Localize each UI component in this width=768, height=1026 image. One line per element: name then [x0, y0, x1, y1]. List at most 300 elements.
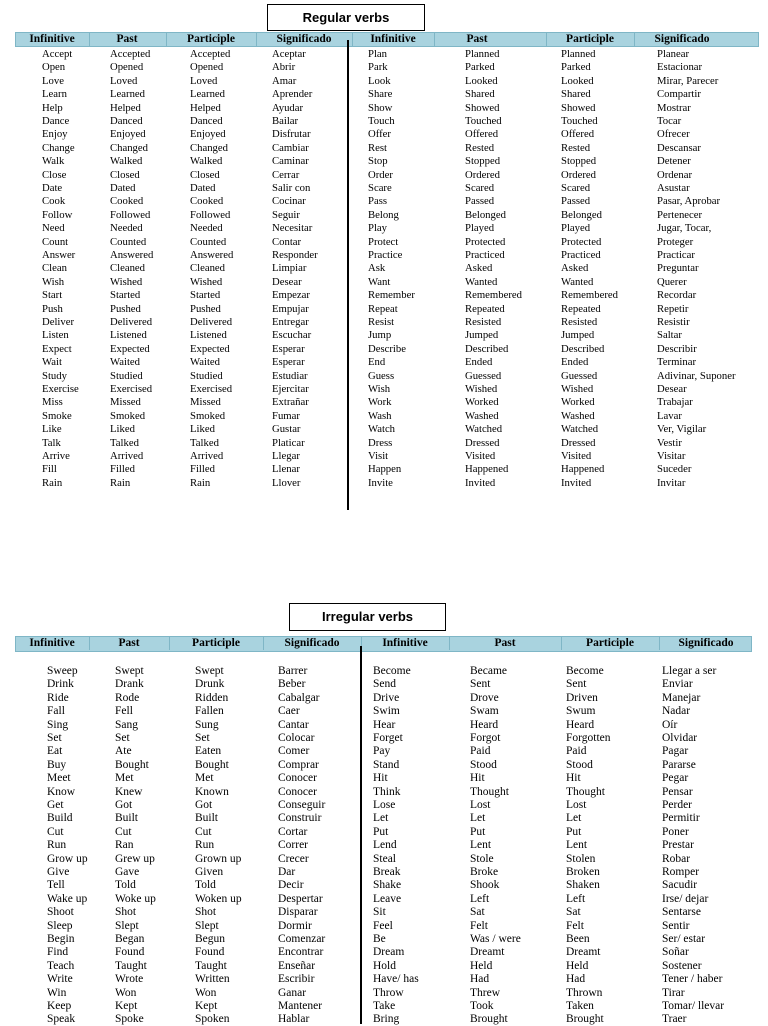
- right-participle-cell: Parked: [561, 61, 591, 74]
- left-past-cell: Began: [115, 933, 145, 945]
- right-significado-cell: Oír: [662, 718, 678, 731]
- left-participle-cell: Started: [190, 289, 221, 302]
- table-row: [0, 933, 768, 946]
- table-row: [0, 665, 768, 678]
- right-participle-cell: Planned: [561, 48, 596, 60]
- left-participle-cell: Expected: [190, 342, 230, 355]
- regular-header-participle-right: Participle: [566, 33, 614, 45]
- right-significado-cell: Recordar: [657, 289, 697, 302]
- right-significado-cell: Soñar: [662, 946, 689, 959]
- left-significado-cell: Platicar: [272, 436, 305, 449]
- left-past-cell: Taught: [115, 959, 147, 972]
- table-row: [0, 1013, 768, 1026]
- left-past-cell: Pushed: [110, 302, 141, 315]
- right-infinitive-cell: Guess: [368, 369, 395, 382]
- regular-header-participle-left: Participle: [187, 33, 235, 45]
- right-infinitive-cell: Play: [368, 222, 388, 235]
- left-significado-cell: Cantar: [278, 718, 309, 731]
- left-significado-cell: Amar: [272, 74, 297, 87]
- left-infinitive-cell: Listen: [42, 329, 69, 342]
- left-participle-cell: Walked: [190, 155, 223, 168]
- left-past-cell: Met: [115, 772, 134, 785]
- left-participle-cell: Grown up: [195, 852, 242, 865]
- left-infinitive-cell: Fall: [47, 705, 65, 718]
- left-past-cell: Cooked: [110, 195, 144, 208]
- right-significado-cell: Lavar: [657, 409, 682, 422]
- right-participle-cell: Paid: [566, 745, 587, 758]
- right-infinitive-cell: Share: [368, 88, 393, 101]
- right-participle-cell: Stolen: [566, 852, 596, 865]
- right-infinitive-cell: Hit: [373, 772, 388, 785]
- left-participle-cell: Fallen: [195, 705, 224, 718]
- left-infinitive-cell: Enjoy: [42, 128, 68, 141]
- left-significado-cell: Escuchar: [272, 329, 312, 342]
- left-significado-cell: Abrir: [272, 61, 296, 74]
- left-past-cell: Accepted: [110, 48, 151, 60]
- right-past-cell: Asked: [465, 262, 493, 275]
- left-significado-cell: Caer: [278, 705, 300, 718]
- table-row: [0, 799, 768, 812]
- right-infinitive-cell: Shake: [373, 879, 402, 892]
- left-significado-cell: Extrañar: [272, 396, 309, 409]
- table-row: [0, 893, 768, 906]
- left-infinitive-cell: Count: [42, 235, 69, 248]
- right-participle-cell: Wanted: [561, 275, 594, 288]
- left-infinitive-cell: Fill: [42, 463, 57, 476]
- right-past-cell: Sat: [470, 906, 485, 919]
- right-participle-cell: Become: [566, 665, 604, 677]
- left-past-cell: Studied: [110, 369, 143, 382]
- left-participle-cell: Changed: [190, 141, 228, 154]
- left-past-cell: Missed: [110, 396, 141, 409]
- left-significado-cell: Correr: [278, 839, 309, 852]
- left-participle-cell: Waited: [190, 356, 221, 369]
- right-participle-cell: Stopped: [561, 155, 597, 168]
- left-significado-cell: Conocer: [278, 772, 317, 785]
- left-infinitive-cell: Eat: [47, 745, 63, 758]
- left-past-cell: Listened: [110, 329, 147, 342]
- right-past-cell: Left: [470, 892, 490, 905]
- right-significado-cell: Mostrar: [657, 101, 691, 114]
- left-past-cell: Loved: [110, 74, 138, 87]
- right-past-cell: Heard: [470, 718, 499, 731]
- right-past-cell: Was / were: [470, 933, 521, 945]
- left-infinitive-cell: Push: [42, 302, 63, 315]
- left-significado-cell: Fumar: [272, 409, 300, 422]
- right-participle-cell: Thought: [566, 785, 605, 798]
- left-infinitive-cell: Run: [47, 839, 67, 852]
- right-infinitive-cell: Park: [368, 61, 388, 74]
- left-significado-cell: Hablar: [278, 1013, 310, 1026]
- regular-header-infinitive-right: Infinitive: [370, 33, 416, 45]
- right-significado-cell: Robar: [662, 852, 691, 865]
- right-past-cell: Showed: [465, 101, 500, 114]
- right-significado-cell: Poner: [662, 825, 689, 838]
- left-participle-cell: Filled: [190, 463, 215, 476]
- right-past-cell: Rested: [465, 141, 495, 154]
- table-row: [0, 732, 768, 745]
- right-infinitive-cell: Be: [373, 933, 386, 945]
- left-infinitive-cell: Cook: [42, 195, 66, 208]
- left-participle-cell: Ridden: [195, 691, 229, 704]
- left-significado-cell: Comprar: [278, 758, 319, 771]
- right-participle-cell: Belonged: [561, 208, 602, 221]
- right-infinitive-cell: Steal: [373, 852, 396, 865]
- left-infinitive-cell: Follow: [42, 208, 73, 221]
- left-past-cell: Fell: [115, 705, 133, 718]
- left-infinitive-cell: Tell: [47, 879, 65, 892]
- right-participle-cell: Brought: [566, 1013, 604, 1026]
- right-past-cell: Paid: [470, 745, 491, 758]
- right-participle-cell: Ended: [561, 356, 589, 369]
- left-infinitive-cell: Build: [47, 812, 73, 825]
- right-significado-cell: Describir: [657, 342, 697, 355]
- left-participle-cell: Smoked: [190, 409, 226, 422]
- right-infinitive-cell: Visit: [368, 450, 389, 462]
- left-significado-cell: Dar: [278, 866, 296, 878]
- left-past-cell: Woke up: [115, 892, 156, 905]
- left-infinitive-cell: Sing: [47, 718, 69, 731]
- right-participle-cell: Shared: [561, 88, 591, 101]
- left-participle-cell: Studied: [190, 369, 223, 382]
- regular-header-significado-right: Significado: [654, 33, 710, 45]
- right-significado-cell: Olvidar: [662, 732, 698, 744]
- right-participle-cell: Left: [566, 892, 586, 905]
- right-significado-cell: Suceder: [657, 463, 692, 476]
- right-infinitive-cell: Take: [373, 1000, 396, 1012]
- right-past-cell: Dressed: [465, 436, 500, 449]
- irregular-header-participle-right: Participle: [586, 637, 634, 649]
- right-infinitive-cell: Bring: [373, 1013, 400, 1026]
- right-participle-cell: Washed: [561, 409, 595, 422]
- right-participle-cell: Offered: [561, 128, 595, 141]
- left-significado-cell: Llover: [272, 476, 301, 489]
- regular-header-past-left: Past: [116, 33, 138, 45]
- right-past-cell: Became: [470, 665, 508, 677]
- right-participle-cell: Taken: [566, 1000, 594, 1012]
- table-row: [0, 853, 768, 866]
- left-significado-cell: Cabalgar: [278, 691, 320, 704]
- right-significado-cell: Jugar, Tocar,: [657, 222, 712, 235]
- right-infinitive-cell: Hear: [373, 718, 396, 731]
- right-infinitive-cell: Lend: [373, 839, 397, 852]
- irregular-header-significado-right: Significado: [678, 637, 734, 649]
- left-significado-cell: Beber: [278, 678, 306, 691]
- left-infinitive-cell: Clean: [42, 262, 67, 275]
- left-infinitive-cell: Smoke: [42, 409, 72, 422]
- left-participle-cell: Answered: [190, 249, 234, 261]
- left-past-cell: Grew up: [115, 852, 155, 865]
- left-past-cell: Closed: [110, 168, 140, 181]
- right-infinitive-cell: Resist: [368, 316, 395, 328]
- left-infinitive-cell: Change: [42, 141, 75, 154]
- left-participle-cell: Closed: [190, 168, 220, 181]
- right-past-cell: Ordered: [465, 168, 501, 181]
- right-infinitive-cell: Invite: [368, 476, 393, 489]
- left-infinitive-cell: Find: [47, 946, 69, 959]
- right-past-cell: Shook: [470, 879, 500, 892]
- right-infinitive-cell: Let: [373, 812, 389, 825]
- left-infinitive-cell: Like: [42, 423, 62, 436]
- left-infinitive-cell: Set: [47, 732, 62, 744]
- left-significado-cell: Comer: [278, 745, 310, 758]
- table-row: [0, 973, 768, 986]
- left-significado-cell: Construir: [278, 812, 322, 825]
- right-infinitive-cell: Order: [368, 168, 393, 181]
- right-participle-cell: Guessed: [561, 369, 598, 382]
- left-participle-cell: Got: [195, 799, 213, 811]
- right-infinitive-cell: Ask: [368, 262, 386, 275]
- left-past-cell: Opened: [110, 61, 144, 74]
- irregular-header-significado-left: Significado: [284, 637, 340, 649]
- right-past-cell: Had: [470, 973, 490, 986]
- left-significado-cell: Cortar: [278, 825, 308, 838]
- left-significado-cell: Llegar: [272, 450, 300, 462]
- right-significado-cell: Permitir: [662, 812, 700, 825]
- right-past-cell: Looked: [465, 74, 498, 87]
- irregular-header-infinitive-right: Infinitive: [382, 637, 428, 649]
- right-past-cell: Invited: [465, 476, 496, 489]
- right-infinitive-cell: Drive: [373, 691, 400, 704]
- left-past-cell: Learned: [110, 88, 146, 101]
- left-infinitive-cell: Arrive: [42, 450, 70, 462]
- right-infinitive-cell: Watch: [368, 423, 396, 436]
- right-significado-cell: Querer: [657, 275, 687, 288]
- left-participle-cell: Delivered: [190, 316, 233, 328]
- right-significado-cell: Tener / haber: [662, 973, 723, 986]
- right-past-cell: Put: [470, 825, 486, 838]
- right-past-cell: Let: [470, 812, 486, 825]
- right-participle-cell: Thrown: [566, 986, 603, 999]
- left-significado-cell: Decir: [278, 879, 304, 892]
- right-infinitive-cell: Dream: [373, 946, 405, 959]
- right-participle-cell: Passed: [561, 195, 591, 208]
- right-infinitive-cell: Rest: [368, 141, 388, 154]
- right-participle-cell: Heard: [566, 718, 595, 731]
- left-infinitive-cell: Sweep: [47, 665, 78, 677]
- right-past-cell: Repeated: [465, 302, 505, 315]
- right-past-cell: Felt: [470, 919, 488, 932]
- right-significado-cell: Traer: [662, 1013, 687, 1026]
- left-past-cell: Expected: [110, 342, 150, 355]
- right-infinitive-cell: Show: [368, 101, 393, 114]
- left-past-cell: Changed: [110, 141, 148, 154]
- right-past-cell: Practiced: [465, 249, 505, 261]
- right-participle-cell: Rested: [561, 141, 591, 154]
- left-significado-cell: Necesitar: [272, 222, 313, 235]
- right-significado-cell: Pertenecer: [657, 208, 703, 221]
- right-significado-cell: Romper: [662, 866, 700, 878]
- right-infinitive-cell: Think: [373, 785, 401, 798]
- right-infinitive-cell: Happen: [368, 463, 402, 476]
- left-past-cell: Swept: [115, 665, 144, 677]
- right-past-cell: Swam: [470, 705, 499, 718]
- left-past-cell: Delivered: [110, 316, 153, 328]
- right-infinitive-cell: Stop: [368, 155, 388, 168]
- left-past-cell: Spoke: [115, 1013, 144, 1026]
- left-significado-cell: Contar: [272, 235, 302, 248]
- right-past-cell: Wanted: [465, 275, 498, 288]
- left-significado-cell: Ganar: [278, 986, 307, 999]
- left-infinitive-cell: Give: [47, 866, 70, 878]
- left-infinitive-cell: Start: [42, 289, 63, 302]
- left-participle-cell: Told: [195, 879, 216, 892]
- right-significado-cell: Preguntar: [657, 262, 699, 275]
- left-participle-cell: Helped: [190, 101, 221, 114]
- left-participle-cell: Slept: [195, 919, 219, 932]
- right-participle-cell: Had: [566, 973, 586, 986]
- left-significado-cell: Bailar: [272, 115, 299, 127]
- left-past-cell: Got: [115, 799, 133, 811]
- right-significado-cell: Tocar: [657, 115, 682, 127]
- right-past-cell: Stole: [470, 852, 494, 865]
- left-participle-cell: Cooked: [190, 195, 224, 208]
- left-past-cell: Arrived: [110, 450, 144, 462]
- left-past-cell: Gave: [115, 866, 140, 878]
- right-participle-cell: Let: [566, 812, 582, 825]
- right-participle-cell: Happened: [561, 463, 605, 476]
- left-past-cell: Waited: [110, 356, 141, 369]
- right-past-cell: Offered: [465, 128, 499, 141]
- table-row: [0, 719, 768, 732]
- left-participle-cell: Won: [195, 986, 217, 999]
- left-significado-cell: Disfrutar: [272, 128, 311, 141]
- right-participle-cell: Protected: [561, 235, 602, 248]
- left-infinitive-cell: Win: [47, 986, 67, 999]
- left-infinitive-cell: Shoot: [47, 906, 74, 919]
- right-past-cell: Parked: [465, 61, 495, 74]
- left-past-cell: Ran: [115, 839, 134, 852]
- left-significado-cell: Escribir: [278, 973, 315, 986]
- right-past-cell: Thought: [470, 785, 509, 798]
- left-participle-cell: Eaten: [195, 745, 222, 758]
- left-participle-cell: Learned: [190, 88, 226, 101]
- right-past-cell: Touched: [465, 115, 502, 127]
- right-past-cell: Dreamt: [470, 946, 505, 959]
- left-significado-cell: Responder: [272, 249, 318, 261]
- left-infinitive-cell: Miss: [42, 396, 63, 409]
- right-significado-cell: Trabajar: [657, 396, 693, 409]
- right-past-cell: Watched: [465, 423, 503, 436]
- left-significado-cell: Colocar: [278, 732, 315, 744]
- left-past-cell: Shot: [115, 906, 137, 919]
- regular-header-significado-left: Significado: [276, 33, 332, 45]
- left-past-cell: Counted: [110, 235, 147, 248]
- left-significado-cell: Conseguir: [278, 799, 326, 811]
- left-significado-cell: Enseñar: [278, 959, 316, 972]
- left-significado-cell: Esperar: [272, 356, 305, 369]
- left-participle-cell: Enjoyed: [190, 128, 226, 141]
- right-past-cell: Brought: [470, 1013, 508, 1026]
- irregular-header-participle-left: Participle: [192, 637, 240, 649]
- right-infinitive-cell: Want: [368, 275, 391, 288]
- left-significado-cell: Barrer: [278, 665, 308, 677]
- right-participle-cell: Swum: [566, 705, 596, 718]
- left-past-cell: Kept: [115, 1000, 138, 1012]
- left-past-cell: Walked: [110, 155, 143, 168]
- left-significado-cell: Conocer: [278, 785, 317, 798]
- right-past-cell: Stopped: [465, 155, 501, 168]
- right-past-cell: Washed: [465, 409, 499, 422]
- left-significado-cell: Gustar: [272, 423, 301, 436]
- right-past-cell: Held: [470, 959, 493, 972]
- right-infinitive-cell: Practice: [368, 249, 403, 261]
- right-infinitive-cell: Stand: [373, 758, 400, 771]
- right-participle-cell: Described: [561, 342, 605, 355]
- left-participle-cell: Bought: [195, 758, 229, 771]
- right-significado-cell: Detener: [657, 155, 691, 168]
- left-participle-cell: Taught: [195, 959, 227, 972]
- left-past-cell: Helped: [110, 101, 141, 114]
- left-infinitive-cell: Cut: [47, 825, 64, 838]
- right-significado-cell: Irse/ dejar: [662, 892, 709, 905]
- left-significado-cell: Ejercitar: [272, 383, 309, 395]
- left-participle-cell: Set: [195, 732, 210, 744]
- left-significado-cell: Empezar: [272, 289, 310, 302]
- right-infinitive-cell: Remember: [368, 289, 415, 302]
- left-infinitive-cell: Wake up: [47, 892, 88, 905]
- table-row: [0, 960, 768, 973]
- left-infinitive-cell: Buy: [47, 758, 67, 771]
- left-infinitive-cell: Talk: [42, 436, 61, 449]
- left-participle-cell: Loved: [190, 74, 218, 87]
- right-significado-cell: Sacudir: [662, 879, 698, 892]
- right-participle-cell: Played: [561, 222, 591, 235]
- left-significado-cell: Salir con: [272, 182, 311, 194]
- table-row: [0, 920, 768, 933]
- right-infinitive-cell: Repeat: [368, 302, 398, 315]
- right-past-cell: Played: [465, 222, 495, 235]
- left-significado-cell: Cambiar: [272, 141, 309, 154]
- right-significado-cell: Invitar: [657, 476, 686, 489]
- left-infinitive-cell: Expect: [42, 342, 72, 355]
- left-infinitive-cell: Close: [42, 168, 67, 181]
- left-participle-cell: Cut: [195, 825, 212, 838]
- table-row: [0, 745, 768, 758]
- right-infinitive-cell: Work: [368, 396, 392, 409]
- left-infinitive-cell: Walk: [42, 155, 65, 168]
- left-past-cell: Filled: [110, 463, 135, 476]
- right-significado-cell: Manejar: [662, 691, 701, 704]
- irregular-header-infinitive-left: Infinitive: [29, 637, 75, 649]
- right-significado-cell: Pararse: [662, 758, 696, 771]
- left-participle-cell: Counted: [190, 235, 227, 248]
- right-past-cell: Hit: [470, 772, 485, 785]
- left-past-cell: Rain: [110, 476, 131, 489]
- right-significado-cell: Descansar: [657, 141, 701, 154]
- right-participle-cell: Sat: [566, 906, 581, 919]
- right-participle-cell: Remembered: [561, 289, 618, 302]
- right-infinitive-cell: Plan: [368, 48, 388, 60]
- right-significado-cell: Terminar: [657, 356, 697, 369]
- right-past-cell: Sent: [470, 678, 491, 691]
- left-significado-cell: Encontrar: [278, 946, 324, 959]
- left-participle-cell: Dated: [190, 182, 216, 194]
- right-significado-cell: Resistir: [657, 316, 690, 328]
- left-participle-cell: Talked: [190, 436, 219, 449]
- left-participle-cell: Woken up: [195, 892, 242, 905]
- left-past-cell: Liked: [110, 423, 135, 436]
- right-participle-cell: Stood: [566, 758, 593, 771]
- right-past-cell: Jumped: [465, 329, 499, 342]
- table-row: [0, 879, 768, 892]
- right-participle-cell: Broken: [566, 866, 600, 878]
- right-significado-cell: Perder: [662, 799, 693, 811]
- right-significado-cell: Prestar: [662, 839, 694, 852]
- left-significado-cell: Mantener: [278, 1000, 323, 1012]
- right-significado-cell: Compartir: [657, 88, 701, 101]
- right-infinitive-cell: Pass: [368, 195, 388, 208]
